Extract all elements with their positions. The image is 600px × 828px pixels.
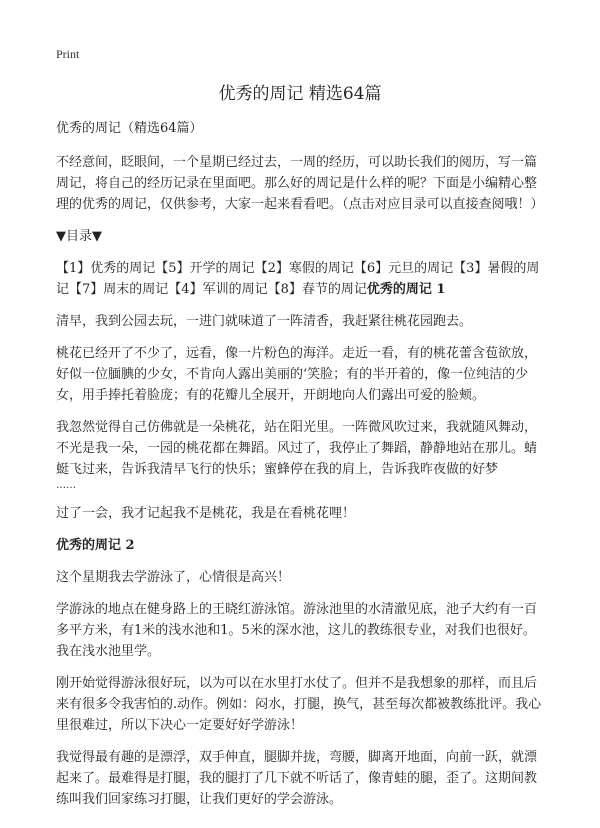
article-subtitle: 优秀的周记（精选64篇） <box>56 121 203 136</box>
page-title: 优秀的周记 精选64篇 <box>218 84 382 104</box>
print-label[interactable]: Print <box>56 47 80 61</box>
section-1-paragraph-3: 我忽然觉得自己仿佛就是一朵桃花，站在阳光里。一阵微风吹过来，我就随风舞动，不光是我一朵，一园的桃花都在舞蹈。风过了，我停止了舞蹈，静静地站在那儿。蜻蜓飞过来，告诉我清早飞行的快乐；蜜蜂停在我的肩上，告诉我昨夜做的好梦 <box>56 420 538 477</box>
toc-link-2[interactable]: 【2】寒假的周记 <box>254 261 354 276</box>
toc-link-5[interactable]: 【5】开学的周记 <box>155 261 255 276</box>
section-title-2: 优秀的周记 2 <box>56 538 135 553</box>
intro-paragraph: 不经意间，眨眼间，一个星期已经过去，一周的经历，可以助长我们的阅历，写一篇周记，将自己的经历记录在里面吧。那么好的周记是什么样的呢？下面是小编精心整理的优秀的周记，仅供参考，大家一起来看看吧。（点击对应目录可以直接查阅哦！） <box>56 155 544 212</box>
section-title-1: 优秀的周记 1 <box>366 282 446 297</box>
section-1-ellipsis: …… <box>56 480 76 491</box>
section-2-paragraph-4: 我觉得最有趣的是漂浮，双手伸直，腿脚并拢，弯腰，脚离开地面，向前一跃，就漂起来了。最难得是打腿，我的腿打了几下就不听话了，像青蛙的腿，歪了。这期间教练叫我们回家练习打腿，让我们更好的学会游泳。 <box>56 750 538 807</box>
toc-heading: ▼目录▼ <box>56 229 102 244</box>
toc-link-1[interactable]: 【1】优秀的周记 <box>56 261 156 276</box>
section-1-paragraph-2: 桃花已经开了不少了，远看，像一片粉色的海洋。走近一看，有的桃花蕾含苞欲放，好似一位腼腆的少女，不肯向人露出美丽的‘笑脸；有的半开着的，像一位纯洁的少女，用手捧托着脸庞；有的花瓣儿全展开，开朗地向人们露出可爱的脸颊。 <box>56 346 538 403</box>
toc-link-6[interactable]: 【6】元旦的周记 <box>353 261 454 276</box>
article-body <box>56 118 546 821</box>
toc-link-8[interactable]: 【8】春节的周记 <box>267 282 367 297</box>
section-1-paragraph-4: 过了一会，我才记起我不是桃花，我是在看桃花哩！ <box>56 506 356 521</box>
toc-link-7[interactable]: 【7】周末的周记 <box>69 282 169 297</box>
section-1-paragraph-1: 清早，我到公园去玩，一进门就味道了一阵清香，我赶紧往桃花园跑去。 <box>56 314 473 329</box>
section-2-paragraph-3: 刚开始觉得游泳很好玩，以为可以在水里打水仗了。但并不是我想象的那样，而且后来有很多令我害怕的.动作。例如：闷水，打腿，换气，甚至每次都被教练批评。我心里很难过，所以下决心一定要好好学游泳！ <box>56 676 542 733</box>
toc-link-3[interactable]: 【3】暑假的周记 <box>56 261 540 297</box>
section-2-paragraph-1: 这个星期我去学游泳了，心情很是高兴！ <box>56 570 291 585</box>
table-of-contents <box>56 258 546 300</box>
toc-link-4[interactable]: 【4】军训的周记 <box>168 282 268 297</box>
section-2-paragraph-2: 学游泳的地点在健身路上的王晓红游泳馆。游泳池里的水清澈见底，池子大约有一百多平方米，有1米的浅水池和1。5米的深水池，这儿的教练很专业，对我们也很好。我在浅水池里学。 <box>56 602 538 659</box>
